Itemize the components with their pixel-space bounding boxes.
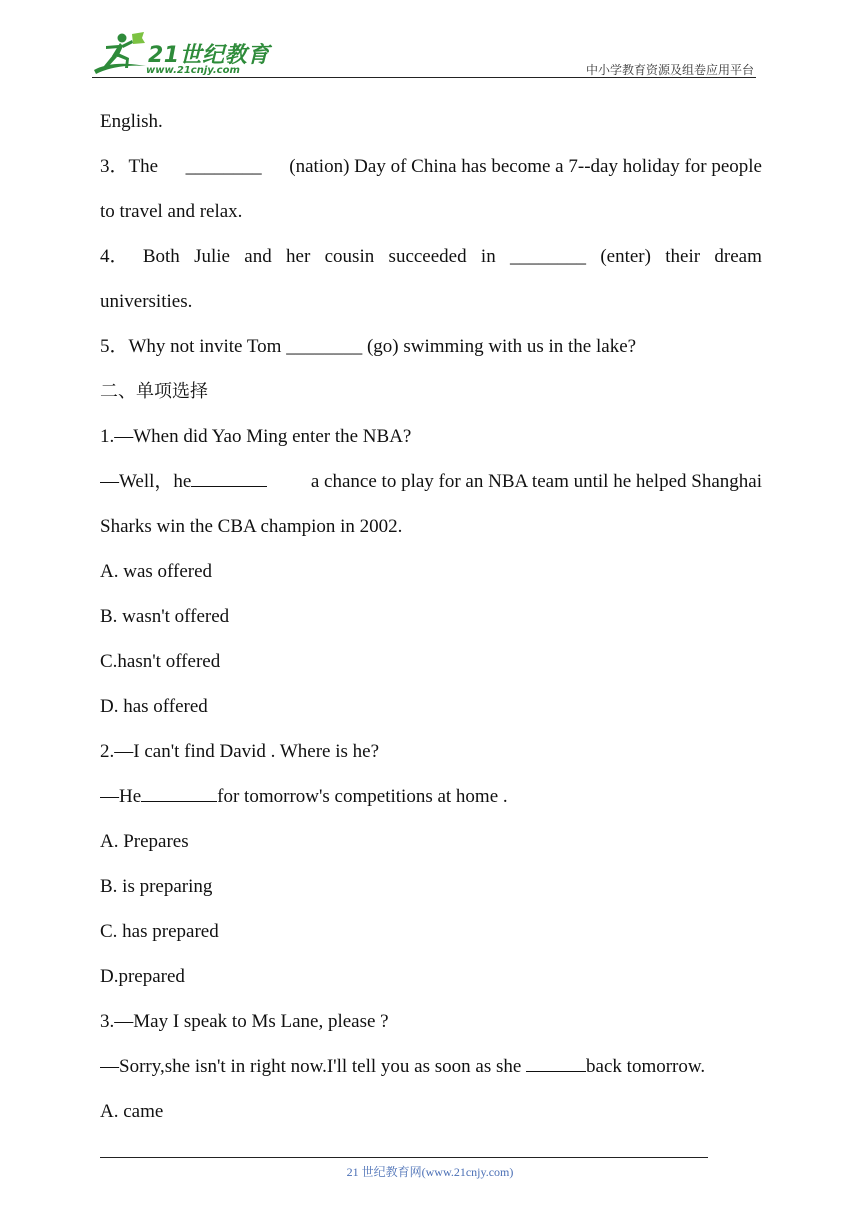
choice-q2-option-a: A. Prepares <box>100 831 189 852</box>
fill-q4-blank: ________ <box>510 246 587 267</box>
choice-q3-reply-pre: —Sorry,she isn't in right now.I'll tell you as soon as she <box>100 1056 527 1077</box>
fill-q2-tail: English. <box>100 111 163 132</box>
choice-q1-stem: 1.—When did Yao Ming enter the NBA? <box>100 426 412 447</box>
choice-q1-reply <box>100 466 762 511</box>
choice-q1-option-b: B. wasn't offered <box>100 606 230 627</box>
fill-q3-text: (nation) Day of China has become a 7--day holiday for people <box>289 156 762 177</box>
fill-q4-word: 4． <box>100 246 129 267</box>
choice-q1-option-a: A. was offered <box>100 561 213 582</box>
choice-q1-option-c: C.hasn't offered <box>100 651 221 672</box>
choice-q3-option-a: A. came <box>100 1101 164 1122</box>
fill-q4-word: in <box>480 246 496 267</box>
choice-q3-reply-post: back tomorrow. <box>586 1056 706 1077</box>
fill-q4-word: her <box>286 246 311 267</box>
document-body <box>100 106 762 1141</box>
choice-q1-reply-post: a chance to play for an NBA team until he helped Shanghai <box>310 471 762 492</box>
choice-q1-reply-text <box>100 466 267 511</box>
section-heading: 二、单项选择 <box>100 381 208 402</box>
choice-q3-stem: 3.—May I speak to Ms Lane, please ? <box>100 1011 389 1032</box>
fill-q4-line1 <box>100 241 762 286</box>
fill-q4-word: (enter) <box>600 246 651 267</box>
choice-q2-reply <box>100 781 762 826</box>
fill-q4-word: dream <box>714 246 762 267</box>
fill-q4-word: Julie <box>194 246 230 267</box>
fill-q4-word: succeeded <box>388 246 467 267</box>
answer-blank <box>526 1051 586 1072</box>
site-logo <box>92 30 270 78</box>
choice-q2-reply-post: for tomorrow's competitions at home . <box>217 786 508 807</box>
choice-q1-reply-line2: Sharks win the CBA champion in 2002. <box>100 516 403 537</box>
answer-blank <box>141 781 217 802</box>
logo-text: 21世纪教育 <box>148 43 270 68</box>
choice-q1-option-d: D. has offered <box>100 696 208 717</box>
choice-q2-option-b: B. is preparing <box>100 876 213 897</box>
fill-q4-word: cousin <box>324 246 375 267</box>
fill-q4-word: Both <box>142 246 180 267</box>
logo-url: www.21cnjy.com <box>146 65 240 76</box>
fill-q4-line2: universities. <box>100 291 193 312</box>
running-man-icon <box>92 30 148 78</box>
choice-q2-reply-pre: —He <box>100 786 142 807</box>
choice-q2-option-d: D.prepared <box>100 966 185 987</box>
footer-source: 21 世纪教育网(www.21cnjy.com) <box>346 1165 514 1179</box>
fill-q4-word: and <box>244 246 272 267</box>
fill-q5: 5．Why not invite Tom ________ (go) swimming with us in the lake? <box>100 336 637 357</box>
choice-q2-stem: 2.—I can't find David . Where is he? <box>100 741 380 762</box>
fill-q3-number: 3．The <box>100 156 159 177</box>
header-platform-name: 中小学教育资源及组卷应用平台 <box>585 63 754 77</box>
choice-q3-reply <box>100 1051 762 1096</box>
page-header <box>92 30 758 78</box>
fill-q3-line2: to travel and relax. <box>100 201 243 222</box>
fill-q4-word: their <box>665 246 701 267</box>
footer-divider <box>100 1157 708 1158</box>
answer-blank <box>191 466 267 487</box>
choice-q2-option-c: C. has prepared <box>100 921 219 942</box>
fill-q3-line1 <box>100 151 762 196</box>
choice-q1-reply-pre: —Well，he <box>100 471 192 492</box>
fill-q3-blank: ________ <box>185 156 262 177</box>
header-divider <box>92 77 756 78</box>
